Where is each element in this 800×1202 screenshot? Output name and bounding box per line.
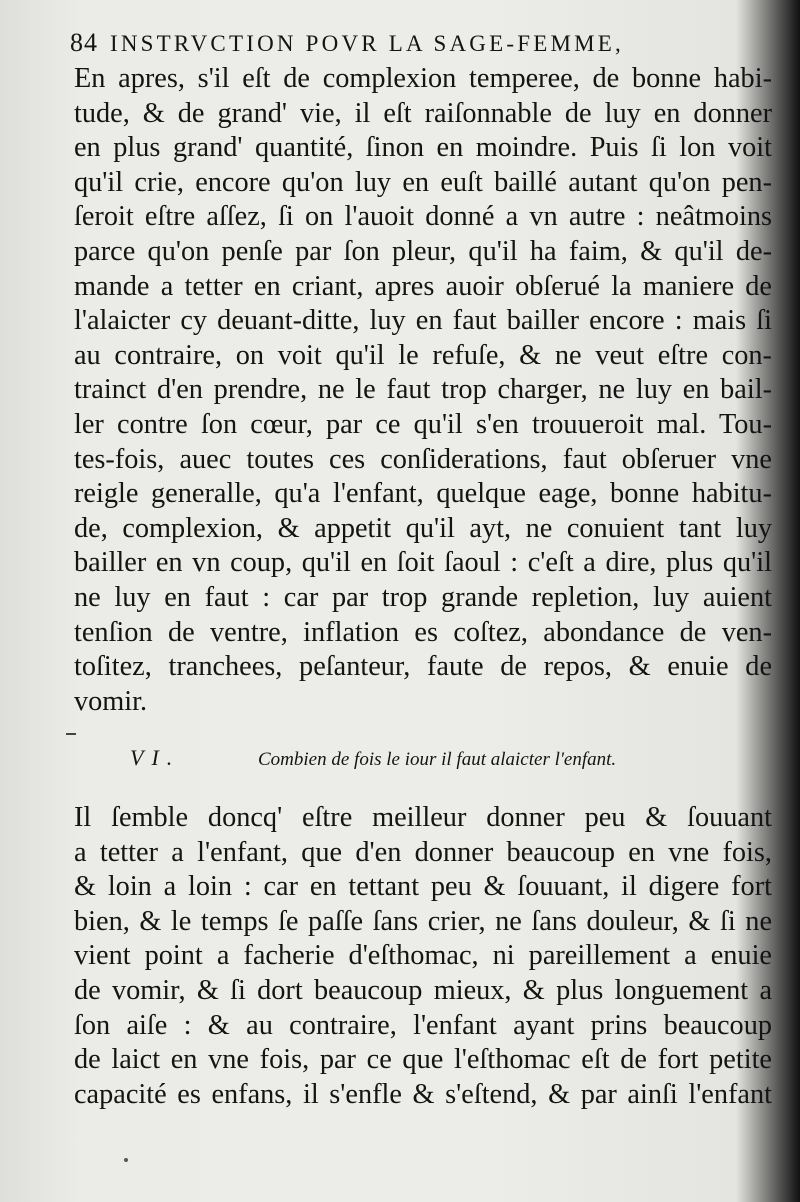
text-line: qu'il crie, encore qu'on luy en euſt baillé autant qu'on pen- [74, 166, 772, 198]
text-line: de laict en vne fois, par ce que l'eſthomac eſt de fort petite [74, 1044, 772, 1076]
section-heading [130, 745, 750, 771]
text-line: tenſion de ventre, inflation es coſtez, abondance de ven- [74, 616, 772, 648]
text-line: de, complexion, & appetit qu'il ayt, ne conuient tant luy [74, 512, 772, 544]
text-line: tude, & de grand' vie, il eſt raiſonnable de luy en donner [74, 97, 772, 129]
running-title: INSTRVCTION POVR LA SAGE-FEMME, [110, 31, 624, 56]
text-line: ſon aiſe : & au contraire, l'enfant ayant prins beaucoup [74, 1009, 772, 1041]
section-title: Combien de fois le iour il faut alaicter l'enfant. [258, 749, 617, 770]
printer-mark [66, 733, 76, 735]
text-line: ſeroit eſtre aſſez, ſi on l'auoit donné a vn autre : neâtmoins [74, 201, 772, 233]
paragraph-1 [74, 62, 774, 719]
paragraph-2 [74, 801, 774, 1112]
text-line: l'alaicter cy deuant-ditte, luy en faut bailler encore : mais ſi [74, 305, 772, 337]
section-number: VI. [130, 745, 181, 770]
text-line: de vomir, & ſi dort beaucoup mieux, & plus longuement a [74, 974, 772, 1006]
page-number: 84 [70, 28, 98, 57]
text-line: a tetter a l'enfant, que d'en donner beaucoup en vne fois, [74, 836, 772, 868]
text-line: capacité es enfans, il s'enfle & s'eſtend, & par ainſi l'enfant [74, 1078, 772, 1110]
text-line: bailler en vn coup, qu'il en ſoit ſaoul : c'eſt a dire, plus qu'il [74, 547, 772, 579]
text-line: Il ſemble doncq' eſtre meilleur donner peu & ſouuant [74, 802, 772, 833]
text-line: au contraire, on voit qu'il le refuſe, & ne veut eſtre con- [74, 339, 772, 371]
running-header [70, 28, 760, 58]
text-line: ne luy en faut : car par trop grande repletion, luy auient [74, 581, 772, 613]
ink-speck [124, 1158, 128, 1162]
text-line: parce qu'on penſe par ſon pleur, qu'il ha faim, & qu'il de- [74, 235, 772, 267]
text-line: trainct d'en prendre, ne le faut trop charger, ne luy en bail- [74, 374, 772, 406]
text-line: en plus grand' quantité, ſinon en moindre. Puis ſi lon voit [74, 132, 772, 164]
text-line: vomir. [74, 685, 148, 717]
text-line: bien, & le temps ſe paſſe ſans crier, ne ſans douleur, & ſi ne [74, 905, 772, 937]
text-line: toſitez, tranchees, peſanteur, faute de repos, & enuie de [74, 651, 772, 683]
text-line: ler contre ſon cœur, par ce qu'il s'en trouueroit mal. Tou- [74, 408, 772, 440]
text-line: tes-fois, auec toutes ces conſiderations, faut obſeruer vne [74, 443, 772, 475]
text-line: reigle generalle, qu'a l'enfant, quelque eage, bonne habitu- [74, 478, 772, 510]
text-line: mande a tetter en criant, apres auoir obſerué la maniere de [74, 270, 772, 302]
text-line: En apres, s'il eſt de complexion temperee, de bonne habi- [74, 63, 772, 94]
text-line: & loin a loin : car en tettant peu & ſouuant, il digere fort [74, 871, 772, 903]
text-line: vient point a facherie d'eſthomac, ni pareillement a enuie [74, 940, 772, 972]
